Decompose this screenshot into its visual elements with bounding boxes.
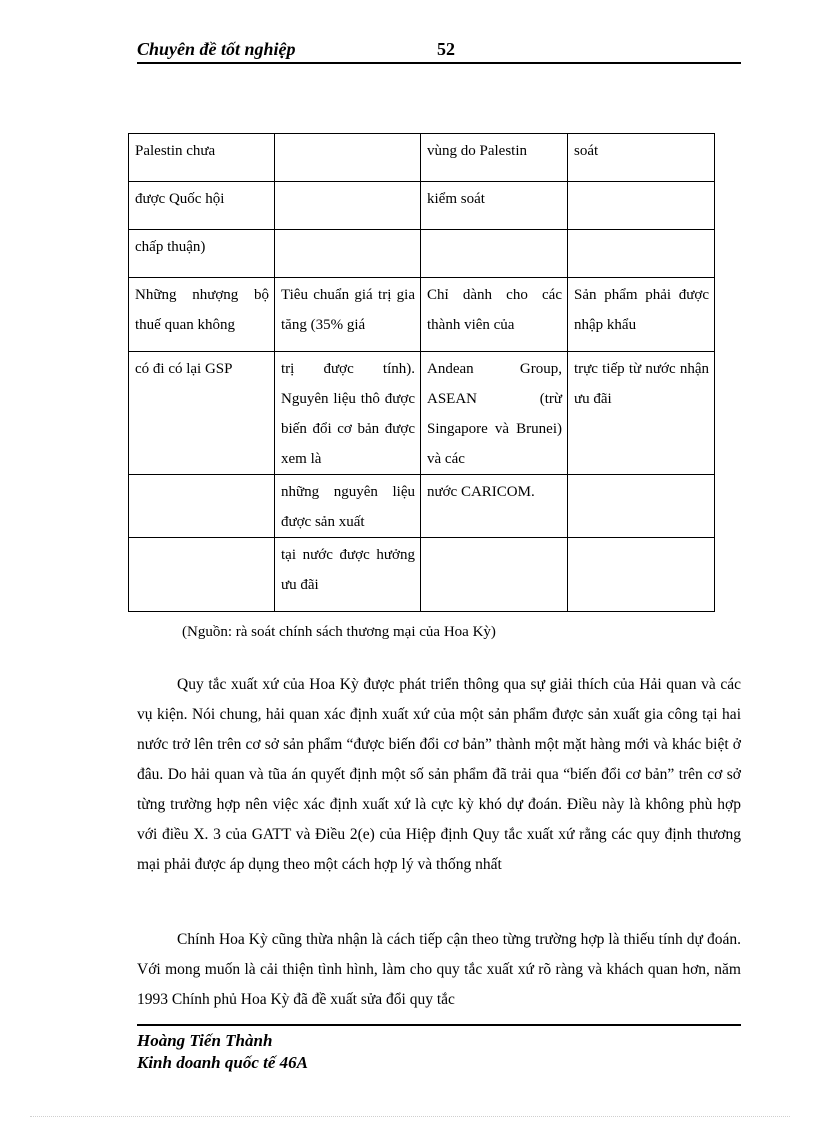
table-cell [421, 230, 568, 278]
table-cell: Những nhượng bộ thuế quan không [129, 278, 275, 352]
table-cell [129, 538, 275, 612]
page-footer [137, 1024, 741, 1074]
table-row [129, 352, 715, 475]
table-cell: Tiêu chuẩn giá trị gia tăng (35% giá [275, 278, 421, 352]
table-row [129, 278, 715, 352]
table-cell: Palestin chưa [129, 134, 275, 182]
table-cell: những nguyên liệu được sản xuất [275, 475, 421, 538]
table-cell: Sản phẩm phải được nhập khẩu [568, 278, 715, 352]
table-cell [568, 230, 715, 278]
table-cell [568, 475, 715, 538]
table-row [129, 230, 715, 278]
table-cell: Andean Group, ASEAN (trừ Singapore và Brunei) và các [421, 352, 568, 475]
gsp-rules-table [128, 133, 715, 612]
table-cell [421, 538, 568, 612]
table-cell: tại nước được hưởng ưu đãi [275, 538, 421, 612]
table-cell: trị được tính). Nguyên liệu thô được biến đổi cơ bản được xem là [275, 352, 421, 475]
table-cell: trực tiếp từ nước nhận ưu đãi [568, 352, 715, 475]
table-row [129, 134, 715, 182]
table-row [129, 182, 715, 230]
table-cell [275, 230, 421, 278]
author-class: Kinh doanh quốc tế 46A [137, 1053, 308, 1072]
table-cell: vùng do Palestin [421, 134, 568, 182]
table-cell: kiểm soát [421, 182, 568, 230]
table-cell: chấp thuận) [129, 230, 275, 278]
table-cell: soát [568, 134, 715, 182]
table-source-note: (Nguồn: rà soát chính sách thương mại của Hoa Kỳ) [182, 624, 496, 640]
body-paragraph [137, 925, 741, 1015]
paragraph-text: Chính Hoa Kỳ cũng thừa nhận là cách tiếp cận theo từng trường hợp là thiếu tính dự đoán. Với mong muốn là cải thiện tình hình, làm cho quy tắc xuất xứ rõ ràng và khách quan hơn, năm 1993 Chính phủ Hoa Kỳ đã đề xuất sửa đổi quy tắc [137, 931, 741, 1008]
author-name: Hoàng Tiến Thành [137, 1031, 273, 1050]
table-cell [275, 134, 421, 182]
page-edge-divider [30, 1116, 790, 1117]
table-cell [129, 475, 275, 538]
document-title: Chuyên đề tốt nghiệp [137, 39, 296, 59]
table-cell: có đi có lại GSP [129, 352, 275, 475]
table-cell [275, 182, 421, 230]
page-header [137, 38, 741, 64]
table-row [129, 475, 715, 538]
table-row [129, 538, 715, 612]
paragraph-text: Quy tắc xuất xứ của Hoa Kỳ được phát triển thông qua sự giải thích của Hải quan và các vụ kiện. Nói chung, hải quan xác định xuất xứ của một sản phẩm được sản xuất gia công tại hai nước trở lên trên cơ sở sản phẩm “được biến đổi cơ bản” thành một mặt hàng mới và khác biệt ở đâu. Do hải quan và tũa án quyết định một số sản phẩm đã trải qua “biến đổi cơ bản” trên cơ sở từng trường hợp nên việc xác định xuất xứ là cực kỳ khó dự đoán. Điều này là không phù hợp với điều X. 3 của GATT và Điều 2(e) của Hiệp định Quy tắc xuất xứ rằng các quy định thương mại phải được áp dụng theo một cách hợp lý và thống nhất [137, 676, 741, 873]
body-paragraph [137, 670, 741, 880]
table-cell [568, 538, 715, 612]
table-cell [568, 182, 715, 230]
page-number: 52 [437, 39, 455, 59]
table-cell: nước CARICOM. [421, 475, 568, 538]
table-cell: Chỉ dành cho các thành viên của [421, 278, 568, 352]
table-cell: được Quốc hội [129, 182, 275, 230]
